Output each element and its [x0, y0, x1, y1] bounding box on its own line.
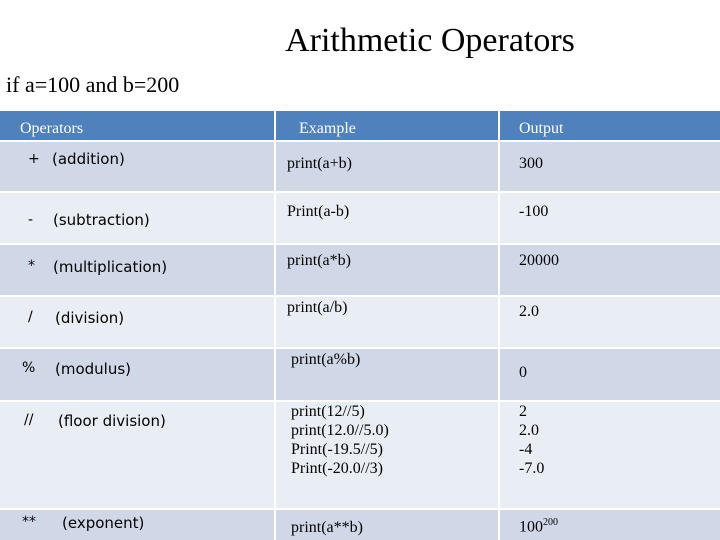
operator-description: (subtraction) [53, 211, 150, 229]
operator-description: (division) [55, 309, 125, 327]
example-code-block [291, 402, 389, 478]
output-value: 20000 [519, 252, 559, 269]
example-code: print(a+b) [287, 155, 352, 172]
example-code: Print(a-b) [287, 203, 350, 220]
output-value-line: -7.0 [519, 460, 545, 477]
table-row [0, 297, 720, 347]
example-code-line: Print(-20.0//3) [291, 460, 383, 477]
operator-symbol: // [24, 412, 34, 428]
operator-symbol: + [28, 151, 40, 167]
example-code-line: print(12//5) [291, 403, 365, 420]
column-divider [274, 111, 276, 540]
operator-description: (multiplication) [53, 258, 168, 276]
operator-symbol: % [22, 360, 36, 376]
example-code: print(a**b) [291, 519, 363, 536]
operator-description: (modulus) [55, 360, 132, 378]
output-base: 100 [519, 518, 543, 536]
operator-description: (floor division) [58, 412, 166, 430]
table-row [0, 245, 720, 295]
example-code: print(a/b) [287, 299, 348, 316]
example-code-line: print(12.0//5.0) [291, 422, 389, 439]
slide-subtitle: if a=100 and b=200 [6, 72, 180, 97]
output-value-block [519, 402, 544, 478]
example-code-line: Print(-19.5//5) [291, 441, 383, 458]
table-row [0, 193, 720, 243]
column-divider [498, 111, 500, 540]
output-value: 2.0 [519, 303, 539, 320]
table-row [0, 510, 720, 540]
table-row [0, 402, 720, 508]
column-header-operators: Operators [20, 120, 84, 137]
table-row [0, 142, 720, 191]
column-header-output: Output [519, 120, 564, 137]
operator-symbol: / [28, 309, 33, 325]
output-exponent: 200 [543, 517, 558, 528]
example-code: print(a%b) [291, 351, 361, 368]
operator-symbol: - [28, 212, 34, 228]
output-value: 300 [519, 155, 543, 172]
slide-title: Arithmetic Operators [285, 22, 575, 59]
example-code: print(a*b) [287, 252, 351, 269]
table-row [0, 349, 720, 400]
operators-table [0, 111, 720, 540]
output-value-line: -4 [519, 441, 533, 458]
operator-description: (exponent) [62, 514, 145, 532]
output-value [519, 517, 558, 536]
column-header-example: Example [299, 120, 356, 137]
output-value: 0 [519, 364, 527, 381]
table-header-row [0, 111, 720, 140]
operator-symbol: * [28, 258, 35, 274]
output-value-line: 2 [519, 403, 527, 420]
output-value-line: 2.0 [519, 422, 539, 439]
output-value: -100 [519, 203, 549, 220]
operator-symbol: ** [22, 514, 36, 530]
operator-description: (addition) [52, 150, 125, 168]
